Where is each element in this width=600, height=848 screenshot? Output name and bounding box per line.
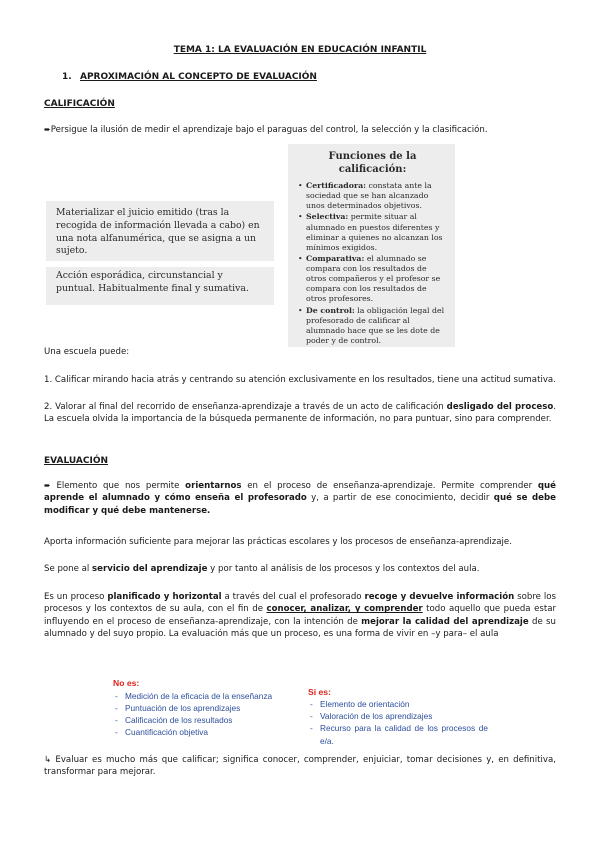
e4-i: de su alumnado y del suyo propio. La evaluación más que un proceso, es una forma de vivir en –y para– el aula bbox=[44, 616, 556, 640]
escuela-point-2-bold: desligado del proceso bbox=[446, 402, 554, 412]
si-es-items bbox=[308, 698, 488, 746]
evaluacion-para-3 bbox=[44, 563, 556, 575]
e4-f: conocer, analizar, y comprender bbox=[266, 604, 423, 615]
si-es-heading: Si es: bbox=[308, 687, 331, 697]
calificacion-intro bbox=[44, 124, 556, 136]
list-item: - Medición de la eficacia de la enseñanza bbox=[113, 690, 272, 702]
section-number: 1. bbox=[62, 72, 72, 82]
evaluacion-para-1 bbox=[44, 480, 556, 517]
escuela-point-1: 1. Calificar mirando hacia atrás y centrando su atención exclusivamente en los resultados, tiene una actitud sumativa. bbox=[44, 375, 556, 385]
section-title: APROXIMACIÓN AL CONCEPTO DE EVALUACIÓN bbox=[80, 72, 317, 82]
e1-c: en el proceso de enseñanza-aprendizaje. Permite comprender bbox=[241, 481, 538, 491]
e3-a: Se pone al bbox=[44, 564, 93, 574]
funciones-list bbox=[298, 181, 447, 346]
e4-e: sobre los procesos y los contextos de su aula, con el fin de bbox=[44, 592, 556, 615]
arrow-icon: ➨ bbox=[44, 481, 51, 490]
calificacion-intro-text: Persigue la ilusión de medir el aprendizaje bajo el paraguas del control, la selección y la clasificación. bbox=[50, 125, 488, 135]
e3-b: servicio del aprendizaje bbox=[92, 564, 208, 574]
escuela-intro: Una escuela puede: bbox=[44, 347, 130, 357]
funcion-term: Comparativa: bbox=[306, 253, 365, 263]
e4-h: mejorar la calidad del aprendizaje bbox=[361, 616, 529, 627]
evaluacion-para-2: Aporta información suficiente para mejorar las prácticas escolares y los procesos de enseñanza-aprendizaje. bbox=[44, 537, 512, 547]
e1-d: qué aprende el alumnado y cómo enseña el profesorado bbox=[44, 481, 556, 504]
evaluacion-conclusion bbox=[44, 754, 556, 779]
e1-b: orientarnos bbox=[185, 481, 242, 491]
e4-b: planificado y horizontal bbox=[107, 592, 222, 602]
list-item: - Calificación de los resultados bbox=[113, 714, 272, 726]
evaluacion-para-4 bbox=[44, 591, 556, 641]
e1-a: Elemento que nos permite bbox=[50, 481, 186, 491]
e1-e: y, a partir de ese conocimiento, decidir bbox=[306, 493, 494, 504]
page-title: TEMA 1: LA EVALUACIÓN EN EDUCACIÓN INFANTIL bbox=[173, 45, 427, 55]
no-es-list bbox=[113, 677, 272, 738]
list-item: - Valoración de los aprendizajes bbox=[308, 710, 488, 722]
e4-g: todo aquello que pueda estar influyendo en el proceso de enseñanza-aprendizaje, con la intención de bbox=[44, 604, 556, 627]
section-heading bbox=[62, 71, 317, 84]
funciones-card bbox=[288, 144, 455, 347]
no-es-items bbox=[113, 690, 272, 739]
e4-d: recoge y devuelve información bbox=[364, 592, 515, 602]
conclusion-text: Evaluar es mucho más que calificar; significa conocer, comprender, enjuiciar, tomar decisiones y, en definitiva, transformar para mejorar. bbox=[44, 755, 556, 778]
no-es-heading: No es: bbox=[113, 678, 140, 688]
funcion-term: De control: bbox=[306, 305, 355, 315]
escuela-point-2-a: 2. Valorar al final del recorrido de enseñanza-aprendizaje a través de un acto de calificación bbox=[44, 402, 447, 412]
funcion-item bbox=[306, 306, 447, 347]
evaluacion-heading: EVALUACIÓN bbox=[44, 456, 109, 466]
funcion-text: permite situar al alumnado en puestos diferentes y eliminar a quienes no alcanzan los mínimos exigidos. bbox=[306, 212, 443, 252]
escuela-point-2-c: . La escuela olvida la importancia de la búsqueda permanente de información, no para puntuar, sino para comprender. bbox=[44, 402, 557, 425]
arrow-icon: ➨ bbox=[44, 125, 51, 134]
e4-a: Es un proceso bbox=[44, 592, 108, 602]
funcion-item bbox=[306, 181, 447, 211]
funcion-text: el alumnado se compara con los resultados de otros compañeros y el profesor se compara con los resultados de otros profesores. bbox=[306, 253, 441, 304]
escuela-point-2 bbox=[44, 401, 556, 426]
funcion-item bbox=[306, 254, 447, 305]
funcion-term: Selectiva: bbox=[306, 212, 349, 222]
funciones-heading: Funciones de la calificación: bbox=[328, 151, 417, 175]
e1-f: qué se debe modificar y qué debe mantenerse. bbox=[44, 493, 556, 516]
definition-card: Materializar el juicio emitido (tras la recogida de información llevada a cabo) en una nota alfanumérica, que se asigna a un sujeto. bbox=[46, 201, 274, 261]
e3-c: y por tanto al análisis de los procesos y los contextos del aula. bbox=[207, 564, 480, 574]
characteristics-card: Acción esporádica, circunstancial y puntual. Habitualmente final y sumativa. bbox=[46, 267, 274, 305]
e4-c: a través del cual el profesorado bbox=[221, 592, 365, 602]
si-es-list bbox=[308, 686, 488, 747]
corner-arrow-icon: ↳ bbox=[44, 755, 52, 765]
funcion-item bbox=[306, 212, 447, 253]
list-item: - Cuantificación objetiva bbox=[113, 726, 272, 738]
calificacion-heading: CALIFICACIÓN bbox=[44, 99, 115, 109]
list-item: - Elemento de orientación bbox=[308, 698, 488, 710]
funcion-text: la obligación legal del profesorado de calificar al alumnado hace que se les dote de poder y de control. bbox=[306, 305, 445, 345]
funcion-text: constata ante la sociedad que se han alcanzado unos determinados objetivos. bbox=[306, 181, 432, 211]
list-item: - Puntuación de los aprendizajes bbox=[113, 702, 272, 714]
list-item: - Recurso para la calidad de los procesos de e/a. bbox=[308, 722, 488, 746]
funcion-term: Certificadora: bbox=[306, 181, 366, 190]
